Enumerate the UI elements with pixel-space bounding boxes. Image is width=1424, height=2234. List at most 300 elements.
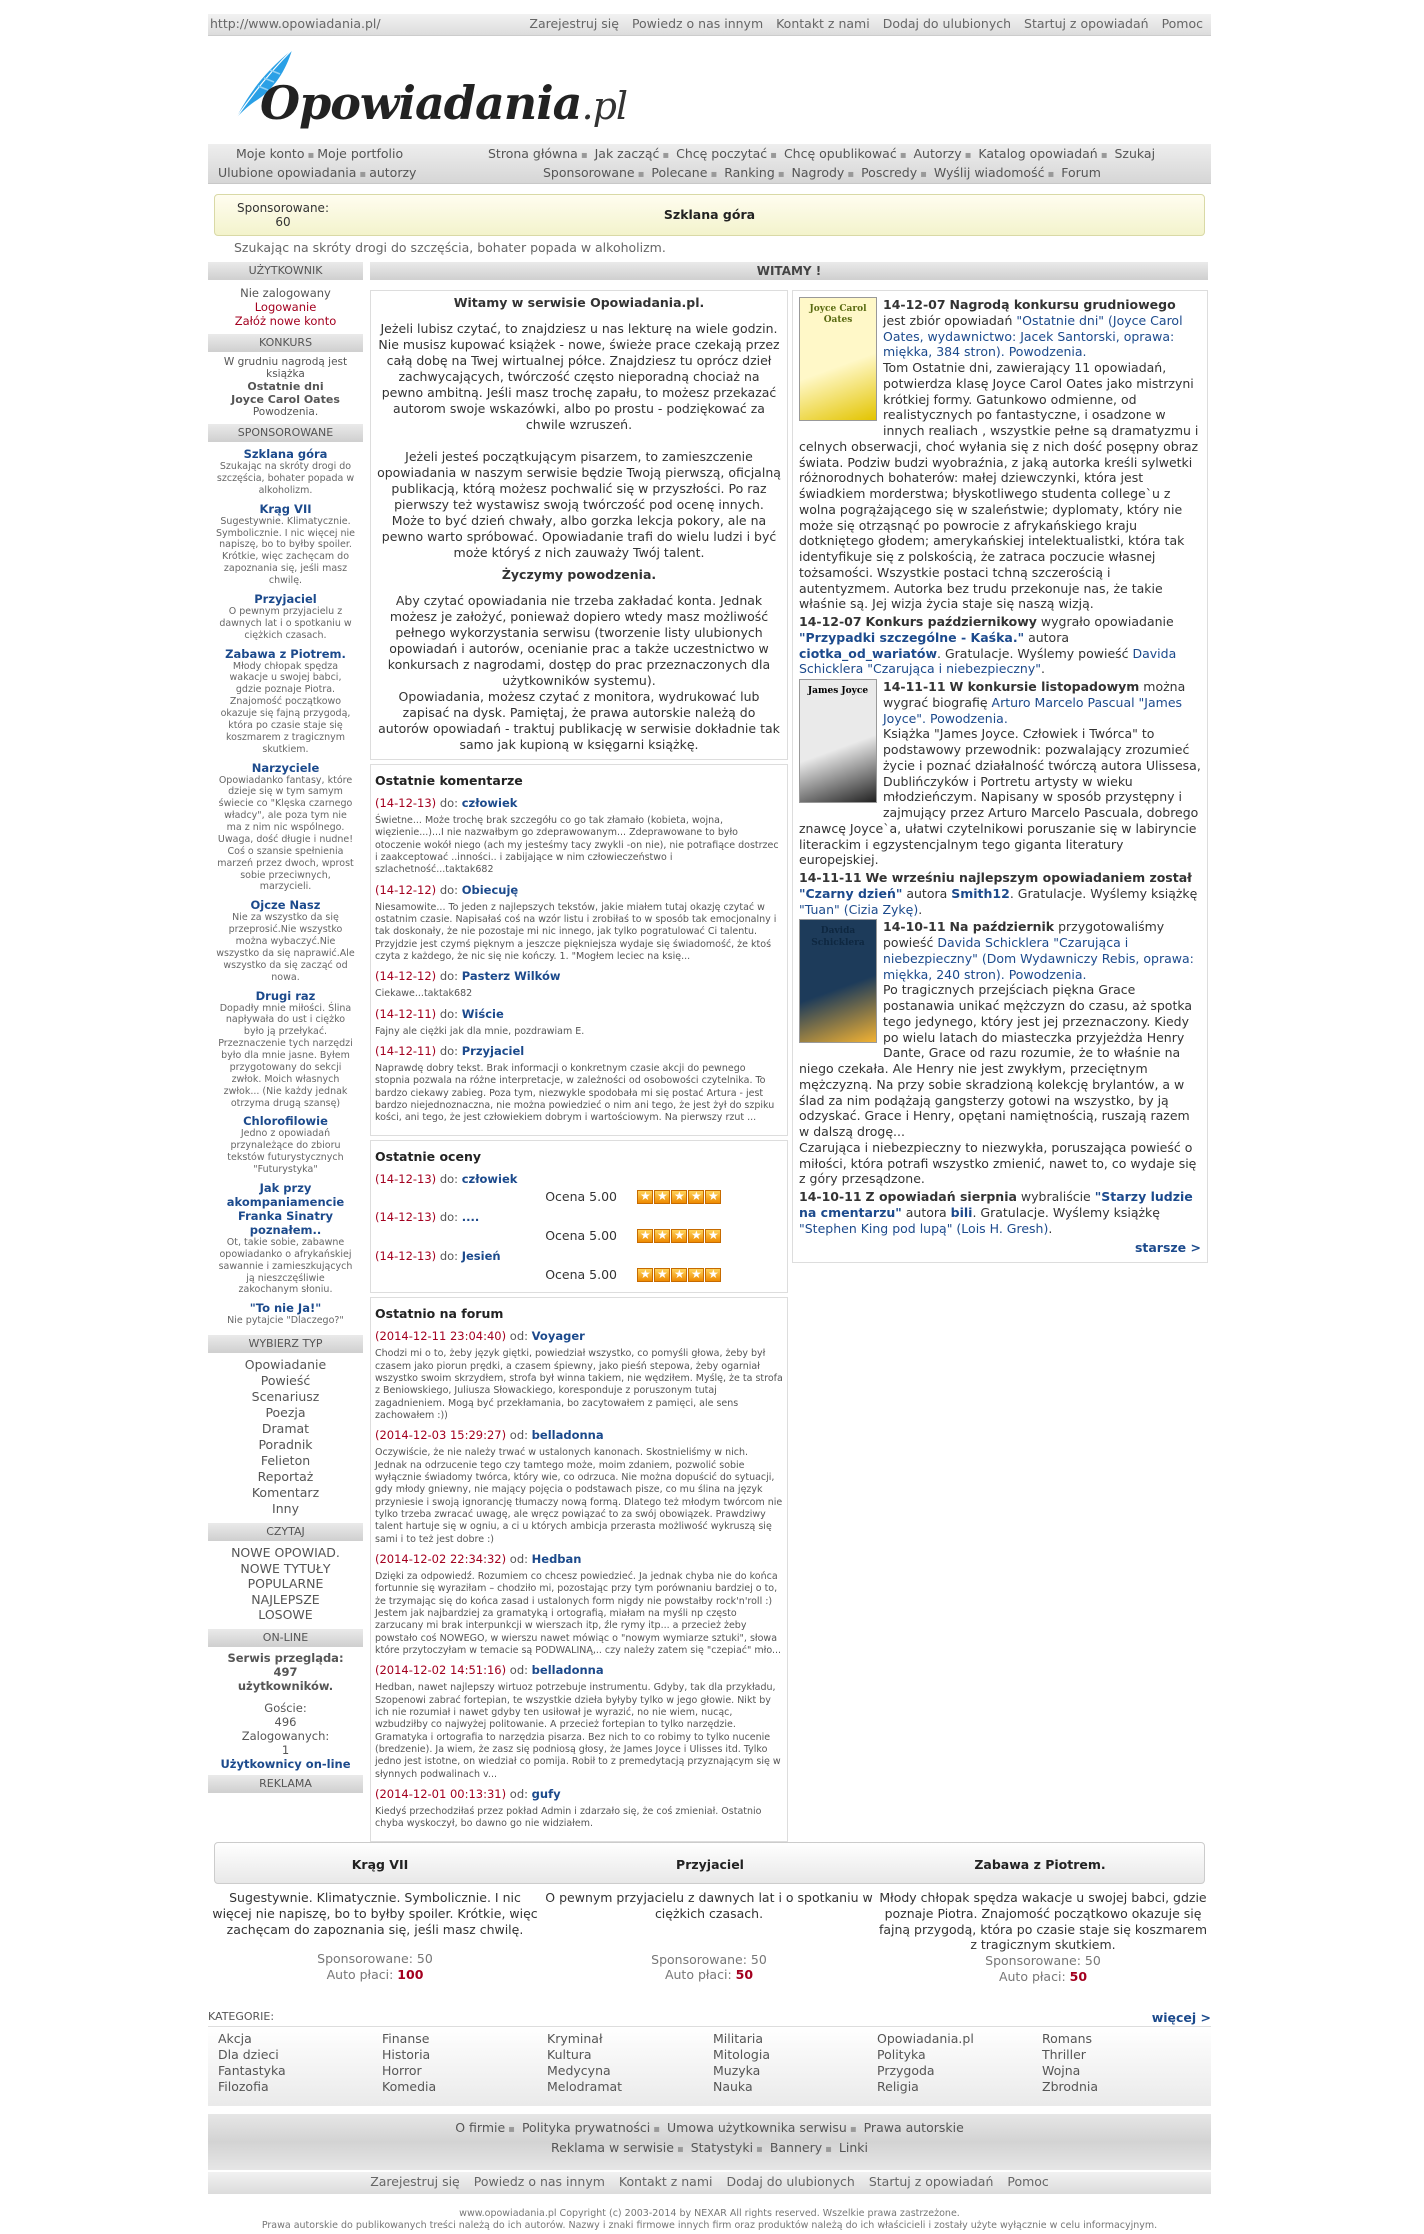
comment-date: (14-12-12) <box>375 882 437 897</box>
news-lead: Konkurs październikowy <box>865 614 1037 629</box>
recommend-link[interactable]: Powiedz o nas innym <box>631 16 764 31</box>
sponsored-item-title[interactable]: Przyjaciel <box>254 591 317 606</box>
news-text: wybraliście <box>1016 1189 1095 1204</box>
footer-links[interactable]: Linki <box>838 2140 868 2155</box>
top-bar <box>208 14 1211 36</box>
category-column <box>877 2031 974 2095</box>
rating-row <box>375 1228 783 1243</box>
news-story-link[interactable]: "Starzy ludzie na cmentarzu" <box>799 1189 1193 1220</box>
news-item <box>799 297 1201 612</box>
news-text: . Gratulacje. Wyślemy powieść <box>937 645 1133 661</box>
news-text: można wygrać biografię <box>883 679 1186 710</box>
featured-auto-label-2: Auto płaci: <box>664 1967 732 1983</box>
user-status: Nie zalogowany <box>240 286 331 300</box>
comment-target-link[interactable]: Przyjaciel <box>461 1043 525 1058</box>
news-author-label: autora <box>901 1204 951 1220</box>
news-text: wygrało opowiadanie <box>1036 614 1174 629</box>
forum-from-label: od: <box>509 1329 528 1344</box>
nav-forum[interactable]: Forum <box>1061 165 1101 180</box>
sponsored-item-title[interactable]: "To nie Ja!" <box>249 1301 322 1316</box>
comment-target-link[interactable]: człowiek <box>461 796 518 810</box>
footer-nav <box>208 2114 1211 2170</box>
welcome-header: WITAMY ! <box>370 262 1208 280</box>
comments-list <box>375 796 783 1125</box>
nav-poscredy[interactable]: Poscredy <box>861 165 918 180</box>
nav-account-row2: Ulubione opowiadania ▪ autorzy <box>218 165 417 180</box>
news-book-link[interactable]: "Tuan" (Cizia Zykę) <box>799 901 919 917</box>
star-icon <box>688 1268 704 1282</box>
book-cover-image[interactable] <box>799 297 877 421</box>
footer-statistics[interactable]: Statystyki <box>690 2140 754 2155</box>
category-column <box>218 2031 286 2095</box>
sponsored-item <box>208 1181 363 1296</box>
nav-my-portfolio[interactable]: Moje portfolio <box>317 146 404 161</box>
nav-send-message[interactable]: Wyślij wiadomość <box>933 165 1045 180</box>
recent-ratings <box>370 1140 788 1294</box>
welcome-title: Witamy w serwisie Opowiadania.pl. <box>453 295 705 310</box>
forum-post-text[interactable]: Hedban, nawet najlepszy wirtuoz potrzebuje instrumentu. Gdyby, tak dla przykładu, Szopenowi zabrać fortepian, te wszystkie dzieła byłyby tylko w jego głowie. Nikt by ich nie rozumiał i nawet gdyby ten usiłował je wyrazić, no nie wiem, nucąc, wzbudziłby co najwyżej politowanie. A przecież fortepian to tylko narzędzie. Gramatyka i ortografia to narzędzia pisarza. Bez nich to co robimy to tylko nucenie (bredzenie). Ja wiem, że zasz się podniosą głosy, że James Joyce i Ulisses itd. Tylko jedno jest istotne, on wiedział co pomija. Robił to z premedytacją przyznającym się w słynnych podwalinach v... <box>375 1682 781 1780</box>
news-book-link[interactable]: "Ostatnie dni" (Joyce Carol Oates, wydawnictwo: Jacek Santorski, oprawa: miękka, 384 stron). Powodzenia. <box>883 312 1183 360</box>
category-link[interactable]: Thriller <box>1042 2047 1086 2062</box>
news-text: . Gratulacje. Wyślemy książkę <box>972 1204 1160 1220</box>
categories <box>208 2010 1211 2094</box>
nav-ranking[interactable]: Ranking <box>724 165 775 180</box>
category-link[interactable]: Komedia <box>382 2079 437 2094</box>
nav-authors[interactable]: Autorzy <box>913 146 962 161</box>
guests-label: Goście: <box>264 1700 307 1715</box>
forum-post-date: (2014-12-03 15:29:27) <box>375 1428 507 1443</box>
star-icon <box>637 1190 653 1204</box>
news-lead: We wrześniu najlepszym opowiadaniem został <box>865 870 1192 885</box>
online-users-link[interactable]: Użytkownicy on-line <box>220 1756 351 1771</box>
register-account-link[interactable]: Załóż nowe konto <box>234 314 337 328</box>
forum-post-text[interactable]: Kiedyś przechodziłaś przez pokład Admin i zdarzało się, że coś zmieniał. Ostatnio chyba wyskoczył, bo dawno go nie widziałem. <box>375 1806 762 1830</box>
news-item <box>799 919 1201 1187</box>
comment-date: (14-12-13) <box>375 796 437 810</box>
sponsored-item-title[interactable]: Ojcze Nasz <box>250 898 321 913</box>
category-link[interactable]: Zbrodnia <box>1042 2079 1098 2094</box>
contest-good-luck: Powodzenia. <box>252 406 319 418</box>
forum-user-link[interactable]: Voyager <box>531 1329 585 1344</box>
category-link[interactable]: Romans <box>1042 2031 1093 2046</box>
news-author-link[interactable]: ciotka_od_wariatów <box>799 645 938 661</box>
recent-forum <box>370 1297 788 1841</box>
footer-row1: O firmie ▪ Polityka prywatności ▪ Umowa użytkownika serwisu ▪ Prawa autorskie <box>455 2120 964 2135</box>
comment-item <box>375 969 783 1000</box>
news-date: 14-12-07 <box>883 297 946 312</box>
comment-item <box>375 796 783 877</box>
read-link[interactable]: POPULARNE <box>247 1576 324 1592</box>
book-cover-label: Joyce Carol Oates <box>809 304 867 326</box>
type-link[interactable]: Komentarz <box>251 1485 320 1501</box>
bottom-startpage-link[interactable]: Startuj z opowiadań <box>868 2174 994 2189</box>
footer-row2: Reklama w serwisie ▪ Statystyki ▪ Bannery ▪ Linki <box>551 2140 868 2155</box>
news-author-label: autora <box>1024 629 1069 645</box>
comment-to-label: do: <box>439 796 459 810</box>
rating-header <box>375 1210 783 1225</box>
nav-favorite-authors[interactable]: autorzy <box>369 165 417 180</box>
comment-item <box>375 1007 783 1038</box>
forum-from-label: od: <box>509 1428 528 1443</box>
comment-to-label: do: <box>439 969 459 984</box>
featured-desc-1: Sugestywnie. Klimatycznie. Symbolicznie. I nic więcej nie napiszę, bo to byłby spoiler. Krótkie, więc zachęcam do zapoznania się, jeśli masz chwilę. <box>212 1890 538 1937</box>
star-icon <box>671 1229 687 1243</box>
sponsored-item-title[interactable]: Szklana góra <box>243 447 328 461</box>
rating-stars <box>637 1190 721 1204</box>
news-lead: Z opowiadań sierpnia <box>865 1189 1017 1204</box>
sponsored-item-desc: Jedno z opowiadań przynależące do zbioru tekstów futurystycznych "Futurystyka" <box>227 1128 344 1175</box>
ratings-list <box>375 1172 783 1283</box>
category-link[interactable]: Historia <box>382 2047 431 2062</box>
forum-user-link[interactable]: Hedban <box>531 1552 582 1567</box>
forum-post-date: (2014-12-02 22:34:32) <box>375 1552 507 1567</box>
forum-user-link[interactable]: gufy <box>531 1787 561 1802</box>
online-title: Serwis przegląda: <box>227 1650 344 1665</box>
category-column <box>713 2031 770 2095</box>
main-content <box>370 262 1208 1830</box>
news-body: Czarująca i niebezpieczny to niezwykła, poruszająca powieść o miłości, która potrafi wszystko zmienić, nawet to, co wydaje się z góry przesądzone. <box>799 1139 1197 1187</box>
category-link[interactable]: Polityka <box>877 2047 926 2062</box>
bottom-links-bar <box>208 2172 1211 2194</box>
nav-read[interactable]: Chcę poczytać <box>676 146 768 161</box>
categories-more-link[interactable]: więcej > <box>1151 2010 1211 2025</box>
news-date: 14-12-07 <box>799 614 862 629</box>
news-story-link[interactable]: "Czarny dzień" <box>799 885 903 901</box>
forum-post <box>375 1329 783 1422</box>
welcome-paragraph-3: Aby czytać opowiadania nie trzeba zakładać konta. Jednak możesz je założyć, ponieważ dopiero wtedy masz możliwość pełnego wykorzystania serwisu (tworzenie listy ulubionych opowiadań i autorów, ocenianie prac a także uczestnictwo w konkursach z nagrodami, dostęp do prac przeznaczonych dla użytkowników systemu). <box>387 593 771 688</box>
comment-text: Ciekawe...taktak682 <box>375 988 473 1000</box>
forum-header: Ostatnio na forum <box>375 1306 504 1322</box>
contact-link[interactable]: Kontakt z nami <box>776 16 870 31</box>
news-text: . Gratulacje. Wyślemy książkę <box>1009 885 1198 901</box>
sponsored-item-title[interactable]: Narzyciele <box>251 760 320 775</box>
forum-post-date: (2014-12-02 14:51:16) <box>375 1663 507 1678</box>
star-icon <box>654 1229 670 1243</box>
news-book-link[interactable]: Arturo Marcelo Pascual "James Joyce". Powodzenia. <box>883 694 1183 726</box>
news-author-link[interactable]: Smith12 <box>951 885 1010 901</box>
welcome-box <box>370 290 788 760</box>
star-icon <box>671 1268 687 1282</box>
sponsored-banner[interactable] <box>214 194 1205 236</box>
featured-title-2[interactable]: Przyjaciel <box>676 1857 744 1872</box>
register-link[interactable]: Zarejestruj się <box>529 16 619 31</box>
online-header: ON-LINE <box>208 1629 363 1647</box>
nav-favorite-stories[interactable]: Ulubione opowiadania <box>218 165 357 180</box>
news-author-link[interactable]: bili <box>950 1204 973 1220</box>
login-link[interactable]: Logowanie <box>254 300 317 314</box>
rating-label: Ocena 5.00 <box>545 1267 617 1283</box>
sponsored-item-title[interactable]: Krąg VII <box>259 501 312 516</box>
welcome-wish: Życzymy powodzenia. <box>501 567 657 582</box>
star-icon <box>637 1268 653 1282</box>
news-text: . <box>1040 661 1045 677</box>
nav-my-account[interactable]: Moje konto <box>236 146 305 161</box>
rating-stars <box>637 1268 721 1282</box>
sponsored-item <box>208 989 363 1110</box>
nav-awards[interactable]: Nagrody <box>791 165 845 180</box>
rating-date: (14-12-13) <box>375 1171 437 1186</box>
forum-post <box>375 1663 783 1781</box>
forum-post-text[interactable]: Dzięki za odpowiedź. Rozumiem co chcesz powiedzieć. Ja jednak chyba nie do końca fortunnie się wyraziłam – chodziło mi, pozostając przy tym porównaniu bardziej o to, że trzymając się do końca zasad i ustalonych form nigdy nie powstałby rock'n'roll :) Jestem jak najbardziej za gramatyką i ortografią, miałam na myśli np często zarzucany mi brak interpunkcji w wierszach itp, źle rymy itp... a przecież żeby powstało coś NOWEGO, w wierszu nawet mówiąc o "nowym wymiarze sztuki", słowa które przytoczyłam w temacie są PODWALINĄ,.. czy należy zatem się "czepiać" mło... <box>375 1570 782 1657</box>
category-column <box>547 2031 622 2095</box>
star-icon <box>705 1190 721 1204</box>
favorites-link[interactable]: Dodaj do ulubionych <box>882 16 1012 31</box>
news-item <box>799 679 1201 868</box>
star-icon <box>705 1229 721 1243</box>
nav-publish[interactable]: Chcę opublikować <box>783 146 897 161</box>
site-url: http://www.opowiadania.pl/ <box>210 16 381 31</box>
sponsored-item-desc: Nie pytajcie "Dlaczego?" <box>227 1315 344 1327</box>
rating-target-link[interactable]: Jesień <box>461 1249 501 1264</box>
forum-post-text[interactable]: Oczywiście, że nie należy trwać w ustalonych kanonach. Skostnieliśmy w nich. Jednak na odrzucenie tego czy tamtego może, moim zdaniem, pozwolić sobie wyłącznie świadomy twórca, który wie, co odrzuca. Nie można dopuścić do sytuacji, gdy młody gniewny, nie mający pojęcia o podstawach pisze, co mu ślina na język przyniesie i swoją ignorancję tłumaczy nową formą. Dlatego też młodym twórcom nie tylko trzeba zwracać uwagę, ale wręcz powiązać to za swój obowiązek. Prawdziwy talent hartuje się w ogniu, a ci u których ambicja przerasta możliwość wykruszą się sami i to też jest dobre :) <box>375 1447 783 1545</box>
comment-header <box>375 883 783 898</box>
ad-header: REKLAMA <box>208 1775 363 1793</box>
news-item <box>799 870 1201 917</box>
footer-about[interactable]: O firmie <box>455 2120 506 2135</box>
older-news-link[interactable]: starsze > <box>1134 1240 1201 1256</box>
featured-item-3 <box>876 1890 1210 1985</box>
news-date: 14-11-11 <box>883 679 946 694</box>
sponsored-item <box>208 761 363 894</box>
category-link[interactable]: Militaria <box>713 2031 764 2046</box>
nav-sponsored[interactable]: Sponsorowane <box>543 165 635 180</box>
rating-target-link[interactable]: .... <box>461 1210 480 1225</box>
categories-grid <box>208 2026 1211 2106</box>
book-cover-label: Davida Schicklera <box>811 926 865 948</box>
comment-header <box>375 969 783 984</box>
category-link[interactable]: Opowiadania.pl <box>877 2031 974 2046</box>
news-item <box>799 1189 1201 1236</box>
site-logo[interactable] <box>222 46 628 136</box>
footer-banners[interactable]: Bannery <box>769 2140 823 2155</box>
news-story-link[interactable]: "Przypadki szczególne - Kaśka." <box>799 629 1025 645</box>
sponsored-item <box>208 1114 363 1176</box>
contest-book[interactable]: Ostatnie dni <box>247 380 324 393</box>
recent-comments <box>370 764 788 1136</box>
category-link[interactable]: Dla dzieci <box>218 2047 279 2062</box>
featured-auto-value-2: 50 <box>735 1967 754 1983</box>
online-count: 497 <box>273 1664 298 1679</box>
comment-target-link[interactable]: Obiecuję <box>461 882 519 897</box>
sponsored-item-desc: Szukając na skróty drogi do szczęścia, bohater popada w alkoholizm. <box>216 461 355 496</box>
rating-header <box>375 1172 783 1187</box>
star-icon <box>671 1190 687 1204</box>
sponsored-item-title[interactable]: Drugi raz <box>255 988 316 1003</box>
type-link[interactable]: Opowiadanie <box>244 1357 327 1373</box>
comments-header: Ostatnie komentarze <box>375 773 523 788</box>
nav-how-to-start[interactable]: Jak zacząć <box>594 146 660 161</box>
featured-item-2 <box>542 1890 876 1983</box>
star-icon <box>688 1190 704 1204</box>
rating-date: (14-12-13) <box>375 1249 437 1264</box>
book-cover-image[interactable] <box>799 919 877 1043</box>
nav-home[interactable]: Strona główna <box>488 146 578 161</box>
left-sidebar <box>208 262 363 1797</box>
category-link[interactable]: Melodramat <box>547 2079 623 2094</box>
category-link[interactable]: Kryminał <box>547 2031 603 2046</box>
footer-terms[interactable]: Umowa użytkownika serwisu <box>667 2120 847 2135</box>
news-book-link[interactable]: Davida Schicklera "Czarująca i niebezpieczny" <box>799 645 1177 677</box>
nav-catalog[interactable]: Katalog opowiadań <box>978 146 1098 161</box>
featured-auto-label-3: Auto płaci: <box>998 1968 1066 1984</box>
category-link[interactable]: Wojna <box>1042 2063 1081 2078</box>
news-author-label: autora <box>902 885 952 901</box>
category-link[interactable]: Mitologia <box>713 2047 770 2062</box>
comment-target-link[interactable]: Pasterz Wilków <box>461 969 561 984</box>
sponsored-count: Sponsorowane: 60 <box>237 201 329 229</box>
category-link[interactable]: Muzyka <box>713 2063 761 2078</box>
category-link[interactable]: Filozofia <box>218 2079 269 2094</box>
read-header: CZYTAJ <box>208 1523 363 1541</box>
forum-from-label: od: <box>509 1787 528 1802</box>
category-link[interactable]: Przygoda <box>877 2063 935 2078</box>
sponsored-title[interactable]: Szklana góra <box>663 207 756 222</box>
footer-privacy[interactable]: Polityka prywatności <box>521 2120 651 2135</box>
read-link[interactable]: NOWE OPOWIAD. <box>231 1545 340 1561</box>
featured-auto-value-1: 100 <box>397 1967 424 1982</box>
featured-desc-2: O pewnym przyjacielu z dawnych lat i o spotkaniu w ciężkich czasach. <box>545 1890 873 1921</box>
copyright <box>208 2208 1211 2233</box>
star-icon <box>637 1229 653 1243</box>
forum-list <box>375 1329 783 1830</box>
type-link[interactable]: Poradnik <box>258 1437 313 1453</box>
forum-from-label: od: <box>509 1663 528 1678</box>
category-link[interactable]: Kultura <box>547 2047 592 2062</box>
bottom-register-link[interactable]: Zarejestruj się <box>370 2174 460 2189</box>
featured-desc-3: Młody chłopak spędza wakacje u swojej babci, gdzie poznaje Piotra. Znajomość początkowo okazuje się fajną przygodą, która po czasie staje się koszmarem z tragicznym skutkiem. <box>878 1890 1208 1953</box>
category-link[interactable]: Horror <box>382 2063 422 2078</box>
rating-to-label: do: <box>439 1210 459 1225</box>
read-list <box>208 1545 363 1623</box>
contest-header: KONKURS <box>208 334 363 352</box>
type-link[interactable]: Dramat <box>261 1421 310 1437</box>
featured-sponsored-3: Sponsorowane: 50 <box>985 1953 1101 1968</box>
sponsored-item-title[interactable]: Chlorofilowie <box>243 1114 328 1129</box>
rating-date: (14-12-13) <box>375 1210 437 1225</box>
nav-search[interactable]: Szukaj <box>1114 146 1156 161</box>
read-link[interactable]: NAJLEPSZE <box>251 1591 320 1607</box>
news-column <box>792 290 1208 1263</box>
featured-sponsored-2: Sponsorowane: 50 <box>651 1951 767 1967</box>
sponsored-item <box>208 502 363 587</box>
forum-user-link[interactable]: belladonna <box>531 1428 604 1443</box>
sponsored-item <box>208 592 363 642</box>
sponsored-item-desc: Nie za wszystko da się przeprosić.Nie wszystko można wybaczyć.Nie wszystko da się naprawić.Ale wszystko da się zacząć od nowa. <box>216 912 355 983</box>
left-column <box>370 290 788 1842</box>
comment-header <box>375 1044 783 1059</box>
bottom-recommend-link[interactable]: Powiedz o nas innym <box>473 2174 605 2189</box>
forum-user-link[interactable]: belladonna <box>531 1663 604 1678</box>
comment-to-label: do: <box>439 882 459 897</box>
comment-to-label: do: <box>439 1006 459 1021</box>
news-date: 14-10-11 <box>883 919 946 935</box>
rating-target-link[interactable]: człowiek <box>461 1171 518 1186</box>
sponsored-item-desc: Dopadły mnie miłości. Ślina napływała do ust i ciężko było ją przełykać. Przeznaczenie tych narzędzi było dla mnie jasne. Byłem przygotowany do sekcji zwłok. Moich własnych zwłok... (Nie każdy jednak otrzyma drugą szansę) <box>218 1002 353 1109</box>
sponsored-item-title[interactable]: Zabawa z Piotrem. <box>225 646 346 661</box>
featured-bar <box>214 1842 1205 1884</box>
forum-post-text[interactable]: Chodzi mi o to, żeby język giętki, powiedział wszystko, co pomyśli głowa, żeby był czasem jako piorun prędki, a czasem śpiewny, jako pieśń stepowa, żeby ogarniał wszystko swoim skrzydłem, strofa był winna takiem, nie wędziłem. Myślę, że ta strofa z Beniowskiego, Juliusza Słowackiego, koresponduje z poruszonym tutaj zagadnieniem. Mogą być przekłamania, bo zacytowałem z pamięci, ale sens zachowałem :)) <box>375 1348 783 1421</box>
category-link[interactable]: Religia <box>877 2079 919 2094</box>
user-header: UŻYTKOWNIK <box>208 262 363 280</box>
sponsored-item <box>208 898 363 983</box>
top-links <box>520 16 1203 31</box>
guests-count: 496 <box>274 1714 297 1729</box>
forum-post-date: (2014-12-01 00:13:31) <box>375 1787 507 1802</box>
category-link[interactable]: Nauka <box>713 2079 753 2094</box>
type-header: WYBIERZ TYP <box>208 1335 363 1353</box>
read-link[interactable]: NOWE TYTUŁY <box>240 1560 331 1576</box>
sponsored-item-title[interactable]: Jak przy akompaniamencie Franka Sinatry poznałem.. <box>226 1180 345 1237</box>
featured-sponsored-1: Sponsorowane: 50 <box>317 1951 433 1967</box>
nav-account-row1: Moje konto ▪ Moje portfolio <box>236 146 404 161</box>
news-book-link[interactable]: Davida Schicklera "Czarująca i niebezpieczny" (Dom Wydawniczy Rebis, oprawa: miękka, 240 stron). Powodzenia. <box>883 935 1194 982</box>
featured-item-1 <box>208 1890 542 1983</box>
news-book-link[interactable]: "Stephen King pod lupą" (Lois H. Gresh) <box>799 1220 1049 1236</box>
footer-advertising[interactable]: Reklama w serwisie <box>551 2140 674 2155</box>
featured-title-1[interactable]: Krąg VII <box>351 1857 409 1872</box>
help-link[interactable]: Pomoc <box>1161 16 1203 31</box>
bottom-contact-link[interactable]: Kontakt z nami <box>618 2174 713 2189</box>
forum-post-header <box>375 1663 783 1678</box>
startpage-link[interactable]: Startuj z opowiadań <box>1024 16 1149 31</box>
ratings-header: Ostatnie oceny <box>375 1148 481 1164</box>
logged-label: Zalogowanych: <box>241 1728 330 1743</box>
sponsored-item-desc: Młody chłopak spędza wakacje u swojej babci, gdzie poznaje Piotra. Znajomość początkowo okazuje się fajną przygodą, która po czasie staje się koszmarem z tragicznym skutkiem. <box>220 660 351 755</box>
read-link[interactable]: LOSOWE <box>258 1607 313 1623</box>
rating-to-label: do: <box>439 1171 459 1186</box>
category-column <box>382 2031 436 2095</box>
book-cover-label: James Joyce <box>807 686 869 696</box>
comment-target-link[interactable]: Wiście <box>461 1006 504 1021</box>
type-link[interactable]: Inny <box>272 1501 299 1517</box>
news-lead: W konkursie listopadowym <box>949 679 1140 694</box>
forum-post-date: (2014-12-11 23:04:40) <box>375 1329 507 1344</box>
featured-title-3[interactable]: Zabawa z Piotrem. <box>974 1857 1106 1872</box>
book-cover-image[interactable] <box>799 679 877 803</box>
star-icon <box>705 1268 721 1282</box>
footer-copyright[interactable]: Prawa autorskie <box>863 2120 964 2135</box>
category-link[interactable]: Medycyna <box>547 2063 611 2078</box>
rating-row <box>375 1189 783 1204</box>
type-link[interactable]: Poezja <box>265 1405 306 1421</box>
nav-main-row2: Sponsorowane ▪ Polecane ▪ Ranking ▪ Nagrody ▪ Poscredy ▪ Wyślij wiadomość ▪ Forum <box>543 165 1101 180</box>
news-body: Tom Ostatnie dni, zawierający 11 opowiadań, potwierdza klasę Joyce Carol Oates jako mistrzyni krótkiej formy. Gatunkowo odmienne, od realistycznych po fantastyczne, i osadzone w innych realiach , wszystkie pełne są dramatyzmu i celnych obserwacji, choć wyłania się z nich dość posępny obraz świata. Podziw budzi wyobraźnia, z jaką autorka kreśli sylwetki różnorodnych bohaterów: małej dziewczynki, która jest świadkiem morderstwa; błyskotliwego studenta college`u z wolna pogrążającego się w szaleństwie; dyplomaty, który nie może się otrząsnąć po powrocie z afrykańskiego kraju dotkniętego głodem; amerykańskiej intelektualistki, która tak identyfikuje się z polskością, że zatraca poczucie własnej tożsamości. Wszystkie postaci tchną szczerością i autentyzmem. Autorka bez trudu przekonuje nas, że takie właśnie są. Jej wizja życia staje się naszą wizją. <box>799 360 1199 612</box>
type-link[interactable]: Reportaż <box>257 1469 314 1485</box>
forum-post-header <box>375 1552 783 1567</box>
bottom-help-link[interactable]: Pomoc <box>1007 2174 1049 2189</box>
contest-author[interactable]: Joyce Carol Oates <box>231 393 340 406</box>
forum-post <box>375 1428 783 1546</box>
comment-item <box>375 1044 783 1125</box>
rating-row <box>375 1267 783 1282</box>
sponsored-item <box>208 1301 363 1327</box>
type-link[interactable]: Scenariusz <box>251 1389 320 1405</box>
category-link[interactable]: Fantastyka <box>218 2063 286 2078</box>
type-link[interactable]: Powieść <box>260 1373 311 1389</box>
welcome-paragraph-1: Jeżeli lubisz czytać, to znajdziesz u nas lekturę na wiele godzin. Nie musisz kupować książek - nowe, świeże prace czekają przez całą dobę na Twej wirtualnej półce. Znajdziesz tu oprócz dzieł zachwycających, twórczość często nieporadną chociaż na pewno ambitną. Jeśli masz trochę zapału, to możesz przekazać autorom swoje wskazówki, albo po prostu - podziękować za chwile wzruszeń. <box>378 321 780 432</box>
category-column <box>1042 2031 1098 2095</box>
forum-post <box>375 1552 783 1657</box>
news-list <box>799 297 1201 1236</box>
nav-recommended[interactable]: Polecane <box>651 165 708 180</box>
star-icon <box>654 1268 670 1282</box>
bottom-favorites-link[interactable]: Dodaj do ulubionych <box>726 2174 855 2189</box>
type-link[interactable]: Felieton <box>260 1453 311 1469</box>
forum-from-label: od: <box>509 1552 528 1567</box>
category-link[interactable]: Finanse <box>382 2031 430 2046</box>
comment-date: (14-12-12) <box>375 969 437 984</box>
category-link[interactable]: Akcja <box>218 2031 252 2046</box>
